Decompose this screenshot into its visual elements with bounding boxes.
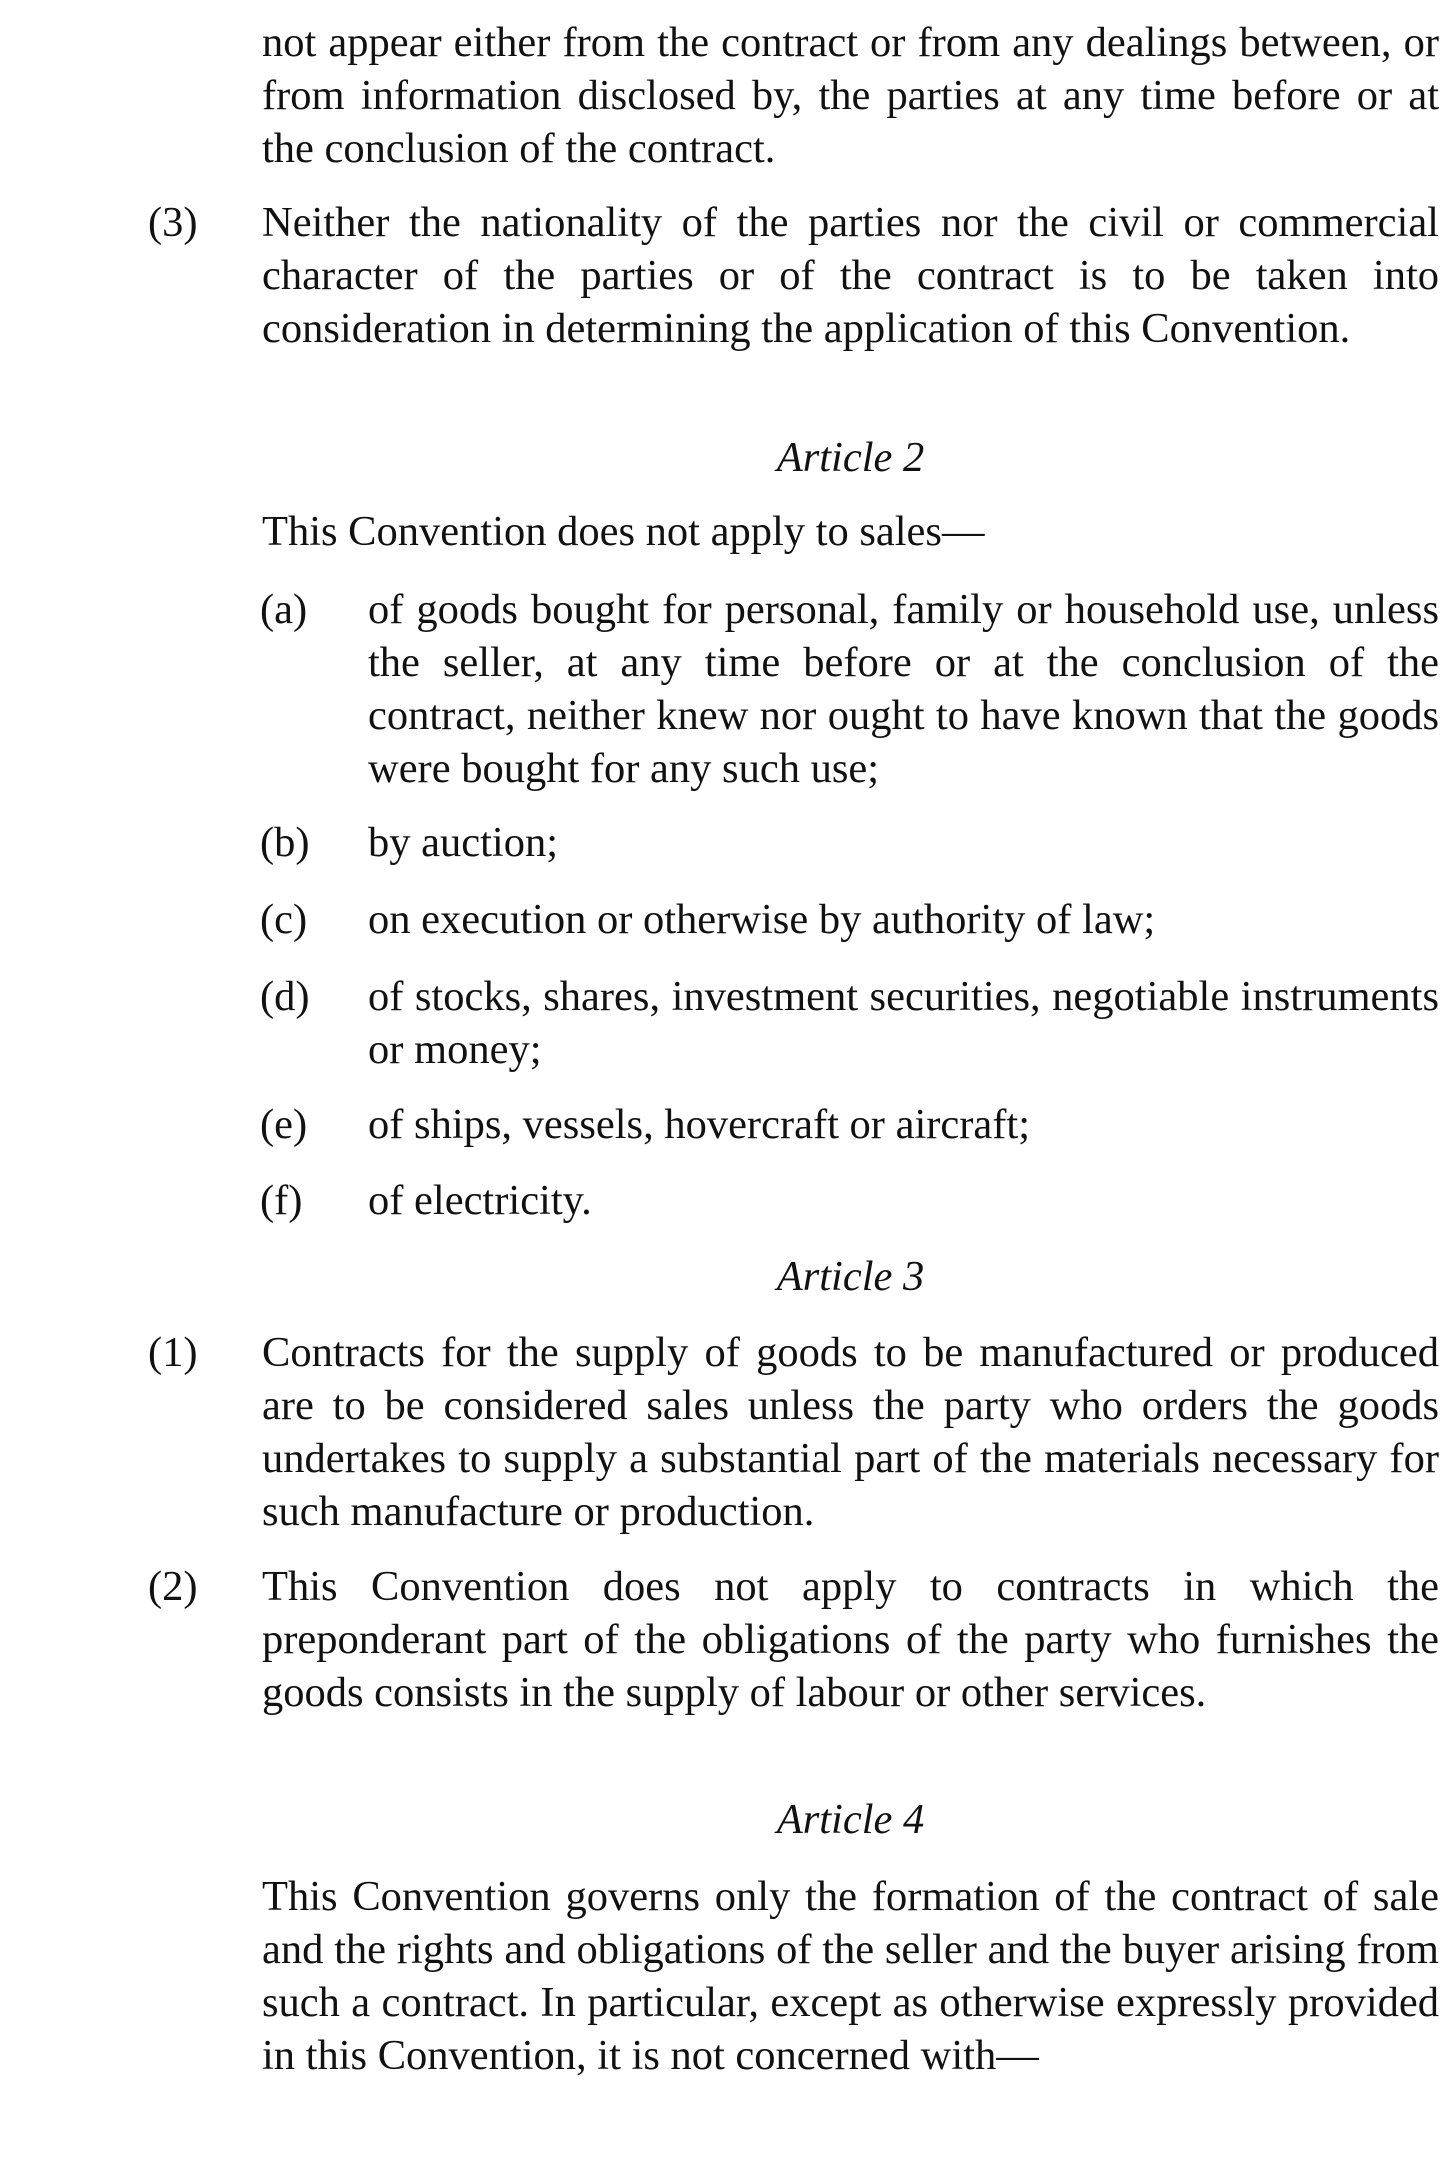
- article-4-paragraph: This Convention governs only the formation of the contract of sale and the rights and obligations of the seller and the buyer arising from such a contract. In particular, except as otherwise expressly provided in this Convention, it is not concerned with—: [262, 1873, 1439, 2079]
- article-3-paragraph-1: Contracts for the supply of goods to be manufactured or produced are to be considered sales unless the party who orders the goods undertakes to supply a substantial part of the materials necessary for such manufacture or production.: [262, 1329, 1439, 1535]
- article-3-paragraph-2: This Convention does not apply to contracts in which the preponderant part of the obligations of the party who furnishes the goods consists in the supply of labour or other services.: [262, 1563, 1439, 1716]
- article-2-item-c: on execution or otherwise by authority of law;: [368, 896, 1156, 943]
- item-label: (c): [260, 896, 308, 943]
- article-2-item-f: of electricity.: [368, 1177, 592, 1224]
- article-2-item-a: of goods bought for personal, family or household use, unless the seller, at any time before or at the conclusion of the contract, neither knew nor ought to have known that the goods were bought for any such use;: [368, 586, 1439, 792]
- article-2-intro: This Convention does not apply to sales—: [262, 508, 985, 555]
- item-label: (e): [260, 1101, 308, 1148]
- paragraph-number: (1): [148, 1329, 198, 1376]
- paragraph-number: (2): [148, 1563, 198, 1610]
- article-2-item-e: of ships, vessels, hovercraft or aircraft;: [368, 1101, 1031, 1148]
- article-3-heading: Article 3: [776, 1253, 925, 1300]
- article-2-heading: Article 2: [776, 434, 925, 481]
- article-2-item-b: by auction;: [368, 819, 559, 866]
- article-4-heading: Article 4: [776, 1796, 925, 1843]
- paragraph-number: (3): [148, 199, 198, 246]
- article1-paragraph3: Neither the nationality of the parties nor the civil or commercial character of the parties or of the contract is to be taken into consideration in determining the application of this Convention.: [262, 199, 1439, 352]
- item-label: (f): [260, 1177, 303, 1224]
- item-label: (d): [260, 973, 310, 1020]
- article-2-item-d: of stocks, shares, investment securities, negotiable instruments or money;: [368, 973, 1439, 1073]
- item-label: (a): [260, 586, 308, 633]
- item-label: (b): [260, 819, 310, 866]
- continuation-paragraph: not appear either from the contract or from any dealings between, or from information disclosed by, the parties at any time before or at the conclusion of the contract.: [262, 19, 1439, 172]
